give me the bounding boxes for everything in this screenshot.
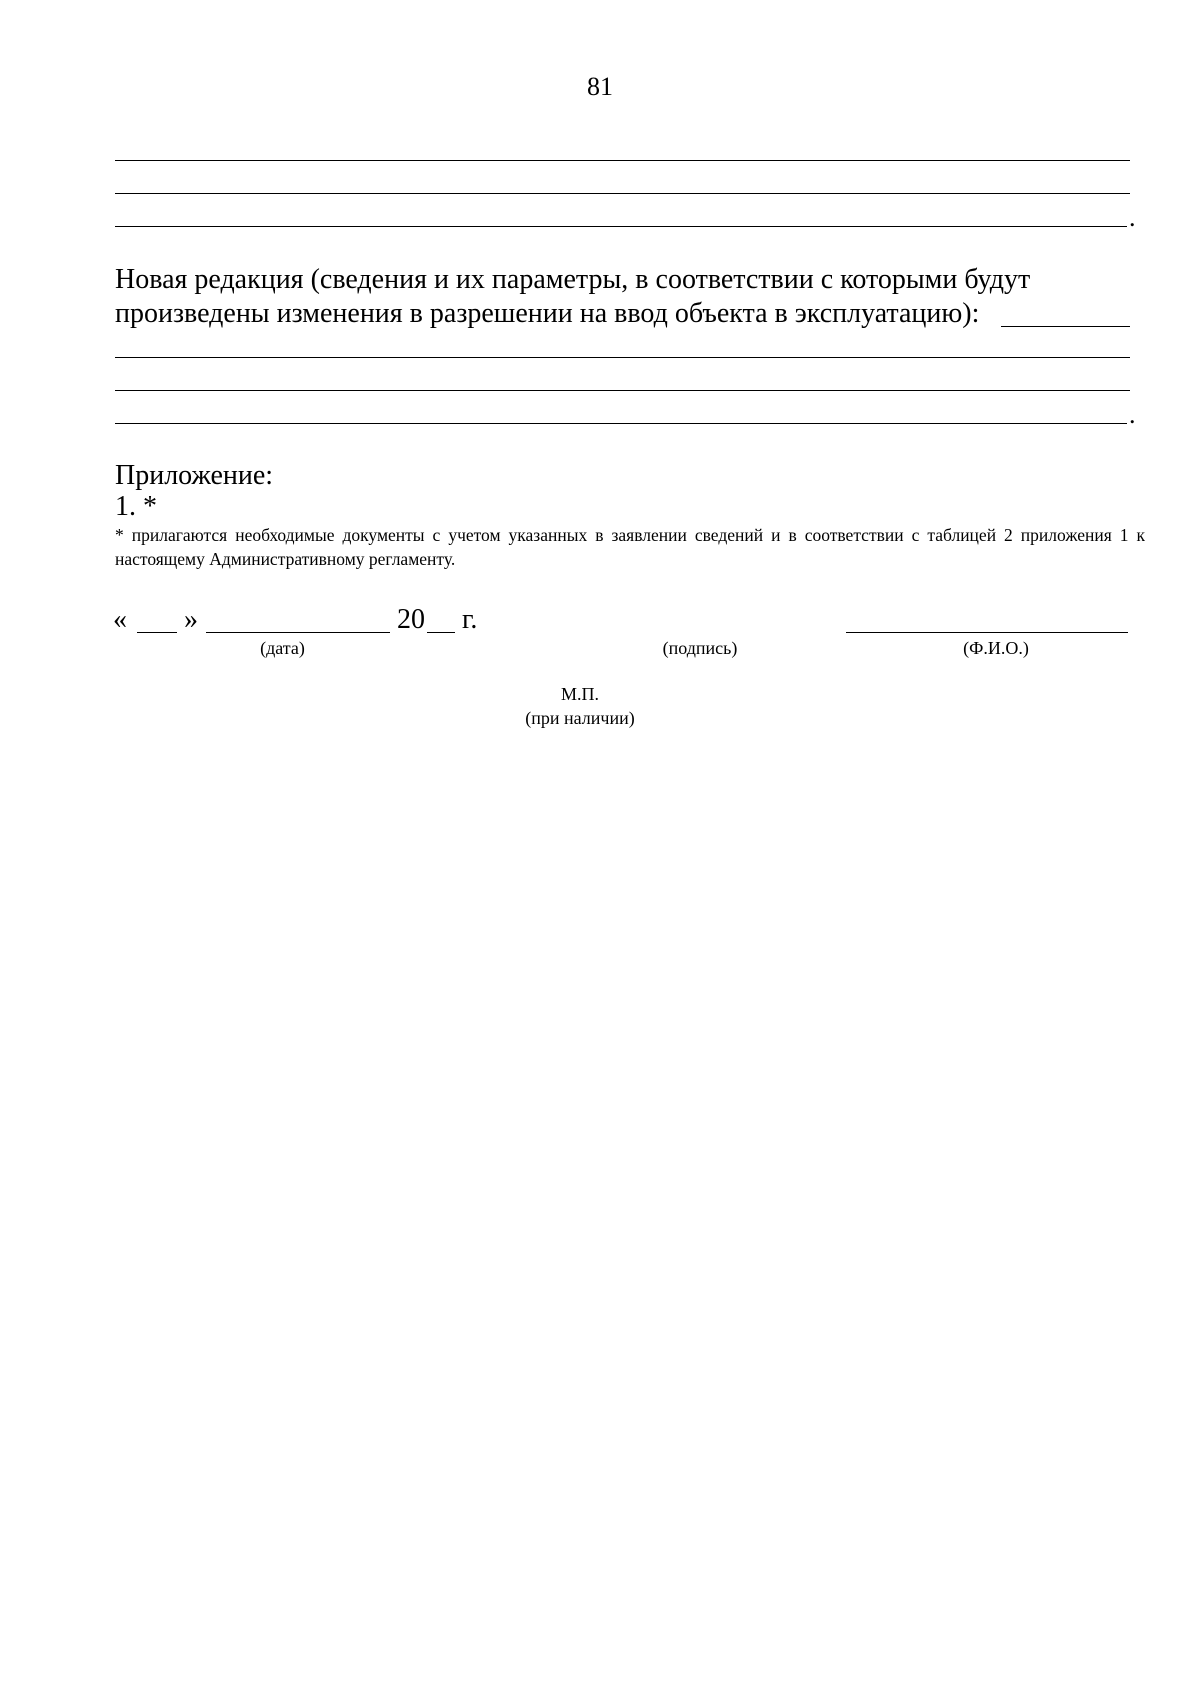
new-edition-line-2: произведены изменения в разрешении на ввод объекта в эксплуатацию):: [115, 298, 980, 329]
date-caption: (дата): [260, 638, 305, 658]
new-edition-line-1: Новая редакция (сведения и их параметры, в соответствии с которыми будут: [115, 264, 1031, 295]
stamp-note: (при наличии): [525, 708, 635, 728]
date-quote-open: «: [113, 604, 127, 635]
name-blank: [846, 632, 1128, 633]
line-end-period: .: [1129, 203, 1136, 232]
date-quote-close: »: [184, 604, 198, 635]
year-suffix: г.: [462, 604, 478, 635]
attachment-item: 1. *: [115, 491, 157, 522]
blank-line: [115, 390, 1130, 391]
attachment-footnote: * прилагаются необходимые документы с учетом указанных в заявлении сведений и в соответствии с таблицей 2 приложения 1 к настоящему Административному регламенту.: [115, 525, 1145, 569]
year-prefix: 20: [397, 604, 425, 635]
page-number: 81: [587, 72, 613, 101]
stamp-label: М.П.: [560, 684, 599, 704]
day-blank: [137, 632, 177, 633]
blank-line: [115, 423, 1127, 424]
year-blank: [427, 632, 455, 633]
signature-caption: (подпись): [662, 638, 738, 658]
blank-line: [115, 226, 1127, 227]
blank-line: [115, 193, 1130, 194]
attachment-heading: Приложение:: [115, 460, 274, 491]
name-caption: (Ф.И.О.): [963, 638, 1029, 658]
month-blank: [206, 632, 390, 633]
line-end-period: .: [1129, 400, 1136, 429]
blank-line: [1001, 326, 1130, 327]
blank-line: [115, 160, 1130, 161]
blank-line: [115, 357, 1130, 358]
